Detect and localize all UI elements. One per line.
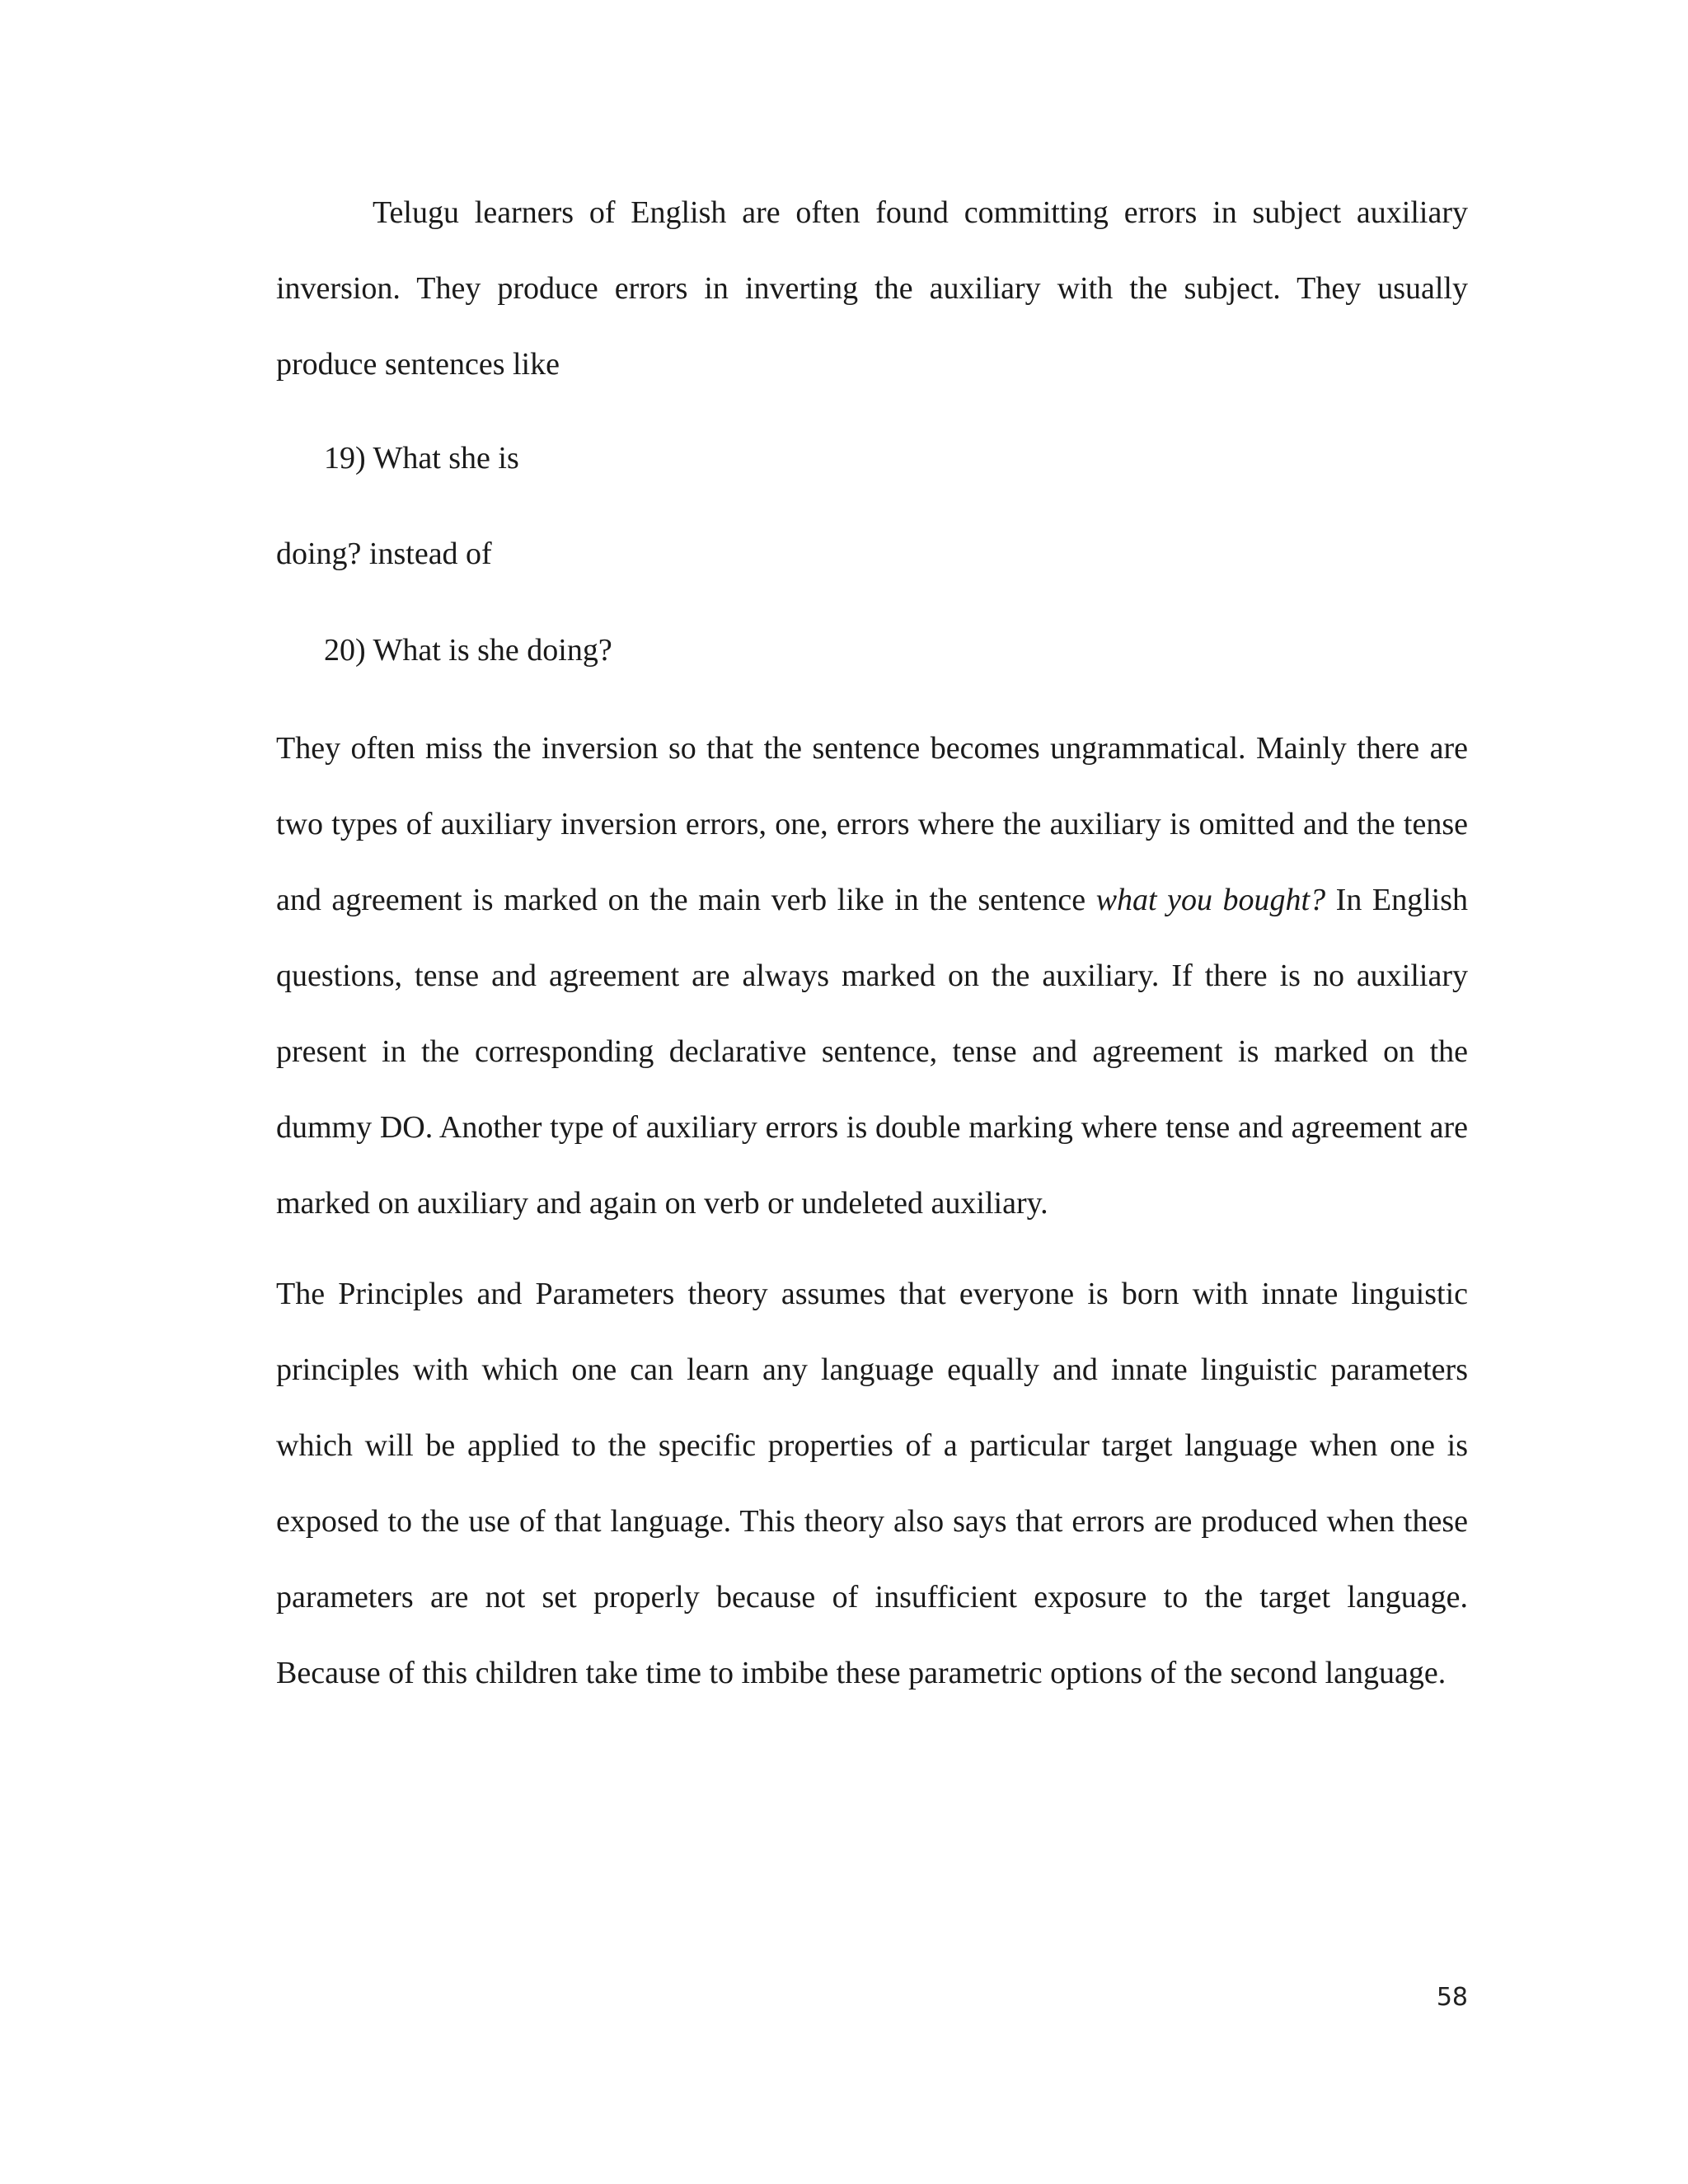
- example-sentence-19: 19) What she is: [324, 441, 519, 476]
- paragraph-intro: Telugu learners of English are often found committing errors in subject auxiliary inversion. They produce errors in inverting the auxiliary with the subject. They usually produce sentences like: [276, 195, 1468, 382]
- paragraph-inversion-errors-text-a: They often miss the inversion so that the sentence becomes ungrammatical. Mainly there are two types of auxiliary inversion errors, one, errors where the auxiliary is omitted and the tense and agreement is marked on the main verb like in the sentence: [276, 731, 1468, 917]
- paragraph-principles-parameters: The Principles and Parameters theory assumes that everyone is born with innate linguistic principles with which one can learn any language equally and innate linguistic parameters which will be applied to the specific properties of a particular target language when one is exposed to the use of that language. This theory also says that errors are produced when these parameters are not set properly because of insufficient exposure to the target language. Because of this children take time to imbibe these parametric options of the second language.: [276, 1277, 1468, 1690]
- italic-example-phrase: what you bought?: [1095, 883, 1326, 917]
- paragraph-inversion-errors-text-b: In English questions, tense and agreement are always marked on the auxiliary. If there is no auxiliary present in the corresponding declarative sentence, tense and agreement is marked on the dummy DO. Another type of auxiliary errors is double marking where tense and agreement are marked on auxiliary and again on verb or undeleted auxiliary.: [276, 883, 1468, 1221]
- page-number: 58: [1436, 1983, 1468, 2012]
- paragraph-inversion-errors: [276, 710, 1468, 1241]
- example-continuation-line: doing? instead of: [276, 537, 492, 571]
- example-sentence-20: 20) What is she doing?: [324, 633, 612, 668]
